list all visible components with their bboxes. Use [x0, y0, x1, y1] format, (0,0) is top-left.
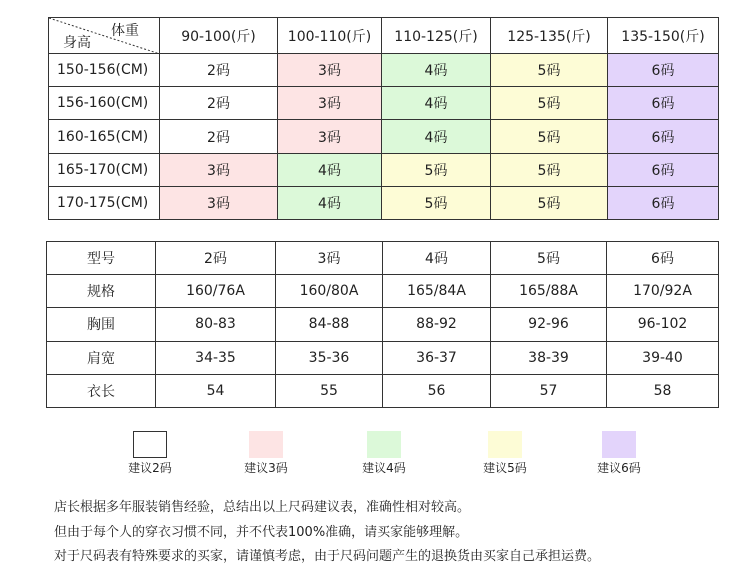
spec-header-cell: 4码 — [383, 242, 491, 275]
size-cell: 4码 — [278, 186, 382, 219]
legend-label: 建议6码 — [597, 461, 641, 475]
spec-header-cell: 型号 — [47, 242, 156, 275]
spec-value-cell: 96-102 — [607, 308, 719, 341]
table-row — [49, 54, 719, 87]
spec-value-cell: 55 — [276, 374, 383, 407]
legend-item-size-4 — [344, 431, 424, 476]
size-cell: 3码 — [278, 120, 382, 153]
size-cell: 3码 — [160, 153, 278, 186]
weight-header-cell: 100-110(斤) — [278, 18, 382, 54]
size-cell: 3码 — [278, 54, 382, 87]
legend-item-size-2 — [110, 431, 190, 476]
spec-value-cell: 56 — [383, 374, 491, 407]
height-range-cell: 156-160(CM) — [49, 87, 160, 120]
spec-header-cell: 6码 — [607, 242, 719, 275]
size-cell: 4码 — [382, 120, 491, 153]
legend-item-size-3 — [226, 431, 306, 476]
table-row — [47, 341, 719, 374]
weight-header-row — [49, 18, 719, 54]
height-axis-label: 身高 — [63, 35, 91, 52]
size-cell: 2码 — [160, 120, 278, 153]
size-cell: 5码 — [491, 153, 608, 186]
note-line: 店长根据多年服装销售经验，总结出以上尺码建议表，准确性相对较高。 — [54, 500, 471, 515]
weight-header-cell: 135-150(斤) — [608, 18, 719, 54]
note-line: 对于尺码表有特殊要求的买家，请谨慎考虑，由于尺码问题产生的退换货由买家自己承担运费。 — [54, 549, 601, 564]
table-row — [47, 374, 719, 407]
spec-label-cell: 衣长 — [47, 374, 156, 407]
spec-value-cell: 54 — [156, 374, 276, 407]
height-range-cell: 150-156(CM) — [49, 54, 160, 87]
spec-header-cell: 3码 — [276, 242, 383, 275]
spec-header-cell: 2码 — [156, 242, 276, 275]
spec-value-cell: 58 — [607, 374, 719, 407]
spec-value-cell: 165/88A — [491, 275, 607, 308]
spec-label-cell: 肩宽 — [47, 341, 156, 374]
table-row — [49, 120, 719, 153]
legend-swatch — [488, 431, 522, 458]
spec-value-cell: 170/92A — [607, 275, 719, 308]
size-cell: 5码 — [382, 186, 491, 219]
corner-header-cell — [49, 18, 160, 54]
size-cell: 4码 — [382, 87, 491, 120]
spec-value-cell: 80-83 — [156, 308, 276, 341]
size-cell: 2码 — [160, 87, 278, 120]
weight-header-cell: 125-135(斤) — [491, 18, 608, 54]
spec-value-cell: 160/80A — [276, 275, 383, 308]
height-range-cell: 170-175(CM) — [49, 186, 160, 219]
size-cell: 3码 — [160, 186, 278, 219]
size-cell: 4码 — [278, 153, 382, 186]
spec-header-row — [47, 242, 719, 275]
legend-swatch — [367, 431, 401, 458]
spec-value-cell: 92-96 — [491, 308, 607, 341]
legend-label: 建议4码 — [362, 461, 406, 475]
weight-header-cell: 110-125(斤) — [382, 18, 491, 54]
height-range-cell: 165-170(CM) — [49, 153, 160, 186]
table-row — [49, 186, 719, 219]
spec-value-cell: 57 — [491, 374, 607, 407]
spec-label-cell: 规格 — [47, 275, 156, 308]
legend-label: 建议2码 — [128, 461, 172, 475]
spec-value-cell: 88-92 — [383, 308, 491, 341]
legend-label: 建议5码 — [483, 461, 527, 475]
spec-value-cell: 35-36 — [276, 341, 383, 374]
size-cell: 5码 — [491, 120, 608, 153]
size-cell: 5码 — [491, 54, 608, 87]
size-cell: 4码 — [382, 54, 491, 87]
weight-axis-label: 体重 — [111, 23, 139, 39]
legend-swatch — [602, 431, 636, 458]
size-cell: 6码 — [608, 120, 719, 153]
size-cell: 5码 — [491, 87, 608, 120]
size-cell: 6码 — [608, 153, 719, 186]
note-line: 但由于每个人的穿衣习惯不同，并不代表100%准确，请买家能够理解。 — [54, 525, 469, 540]
legend-item-size-6 — [579, 431, 659, 476]
size-cell: 5码 — [382, 153, 491, 186]
spec-value-cell: 34-35 — [156, 341, 276, 374]
size-recommendation-table — [48, 17, 719, 220]
table-row — [47, 308, 719, 341]
size-cell: 6码 — [608, 186, 719, 219]
table-row — [49, 87, 719, 120]
spec-label-cell: 胸围 — [47, 308, 156, 341]
table-row — [47, 275, 719, 308]
spec-value-cell: 38-39 — [491, 341, 607, 374]
legend-swatch — [133, 431, 167, 458]
spec-value-cell: 36-37 — [383, 341, 491, 374]
weight-header-cell: 90-100(斤) — [160, 18, 278, 54]
size-spec-table — [46, 241, 719, 408]
size-cell: 5码 — [491, 186, 608, 219]
legend-swatch — [249, 431, 283, 458]
spec-value-cell: 84-88 — [276, 308, 383, 341]
table-row — [49, 153, 719, 186]
size-cell: 6码 — [608, 87, 719, 120]
size-cell: 2码 — [160, 54, 278, 87]
size-cell: 6码 — [608, 54, 719, 87]
height-range-cell: 160-165(CM) — [49, 120, 160, 153]
spec-value-cell: 160/76A — [156, 275, 276, 308]
spec-value-cell: 39-40 — [607, 341, 719, 374]
spec-value-cell: 165/84A — [383, 275, 491, 308]
size-cell: 3码 — [278, 87, 382, 120]
spec-header-cell: 5码 — [491, 242, 607, 275]
legend-label: 建议3码 — [244, 461, 288, 475]
legend-item-size-5 — [465, 431, 545, 476]
